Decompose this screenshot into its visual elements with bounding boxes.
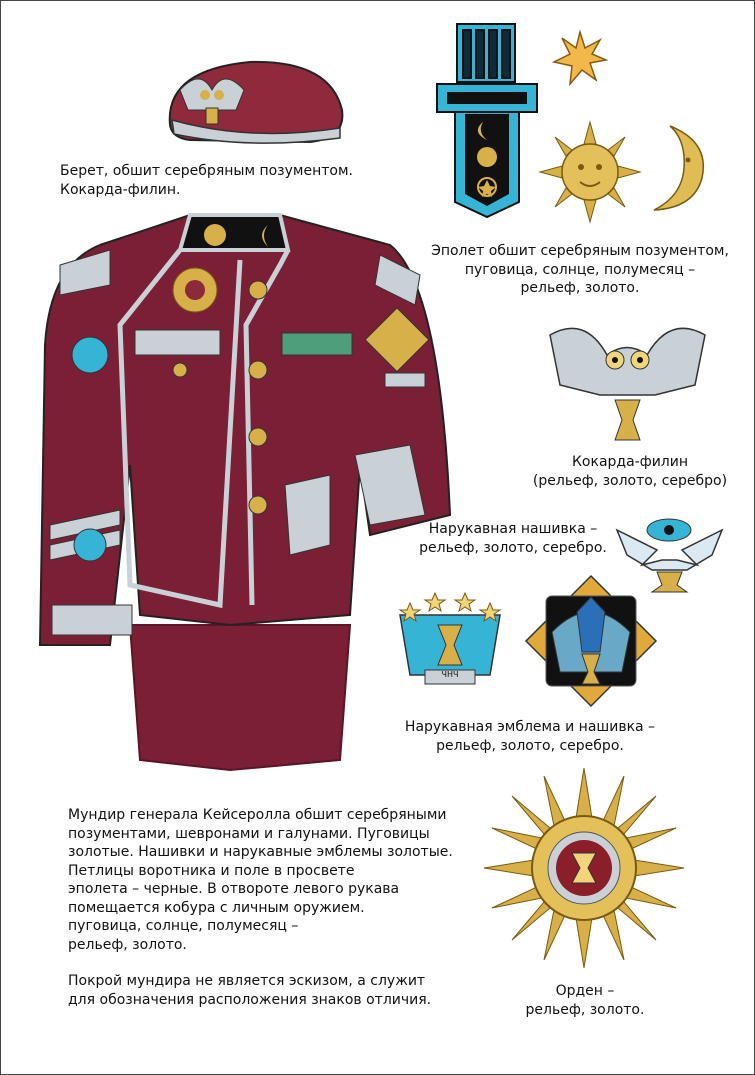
order-caption: Орден – рельеф, золото. [525, 983, 645, 1018]
uniform-description: Мундир генерала Кейсеролла обшит серебряными позументами, шевронами и галунами. Пуговицы золотые. Нашивки и нарукавные эмблемы золотые. Петлицы воротника и поле в просвете эполета – черные. В отвороте левого рукава помещается кобура с личным оружием. пуговица, солнце, полумесяц – рельеф, золото. [68, 807, 453, 953]
owl-cockade-illustration [545, 315, 710, 445]
epaulet-illustration [435, 22, 540, 222]
sleeve-patch-caption: Нарукавная нашивка – рельеф, золото, серебро. [419, 521, 607, 556]
sleeve-emblem-diamond-illustration [522, 572, 660, 710]
star-icon [552, 30, 608, 86]
epaulet-caption: Эполет обшит серебряным позументом, пуговица, солнце, полумесяц – рельеф, золото. [431, 243, 729, 296]
owl-cockade-caption: Кокарда-филин (рельеф, золото, серебро) [532, 454, 728, 489]
sleeve-emblem-caption: Нарукавная эмблема и нашивка – рельеф, золото, серебро. [404, 719, 656, 754]
order-illustration [484, 768, 684, 968]
sun-icon [540, 122, 640, 222]
crescent-moon-icon [640, 122, 710, 214]
cut-note: Покрой мундира не является эскизом, а служит для обозначения расположения знаков отличия. [68, 973, 432, 1008]
emblem-lettering: ЧНЧ [441, 670, 459, 679]
beret-caption: Берет, обшит серебряным позументом. Кокарда-филин. [60, 163, 353, 198]
beret-illustration [160, 50, 350, 150]
